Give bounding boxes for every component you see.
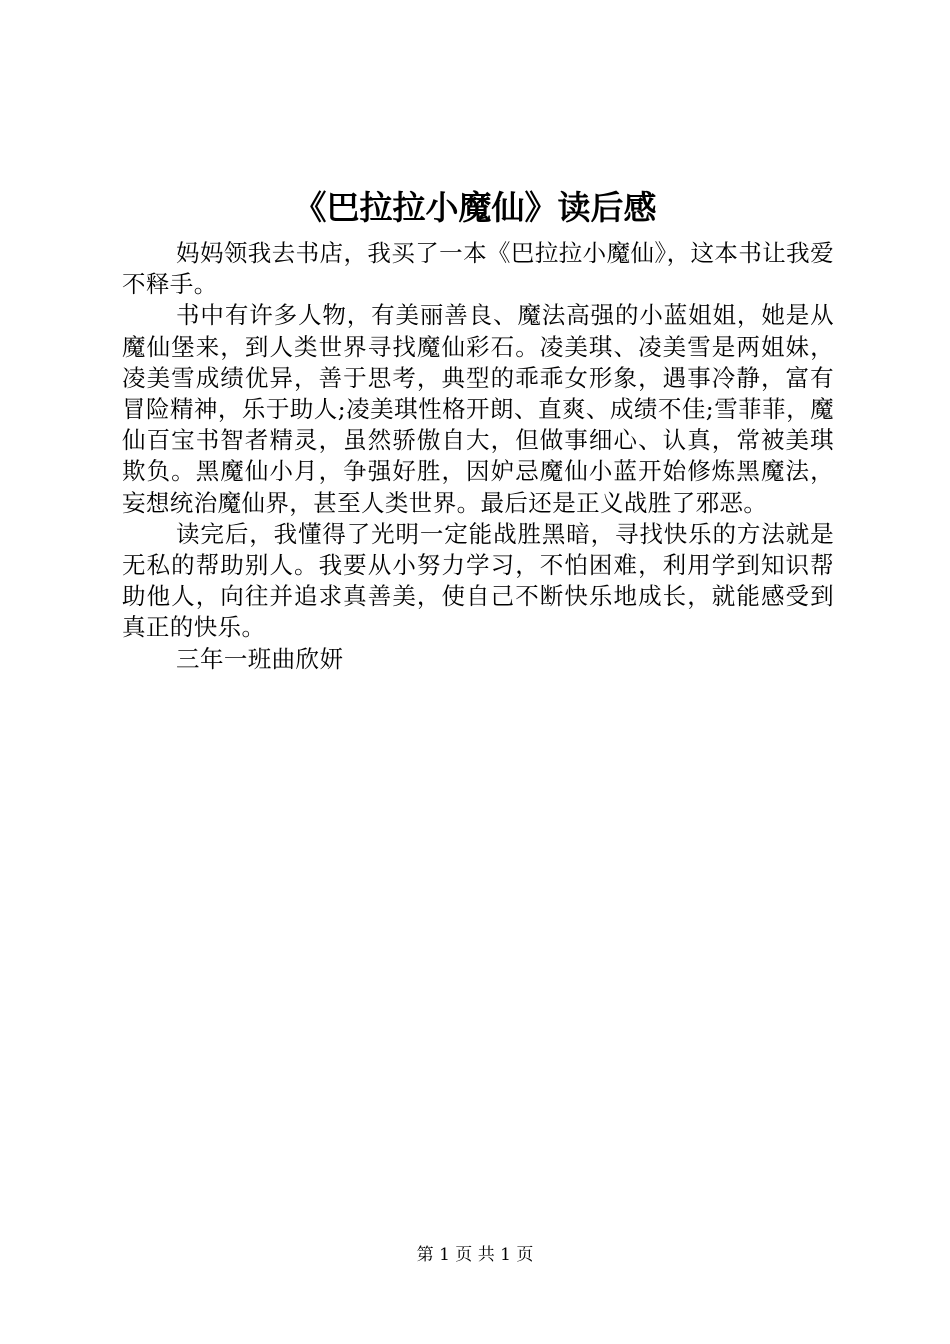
author-signature: 三年一班曲欣妍 <box>176 644 344 673</box>
document-title: 《巴拉拉小魔仙》读后感 <box>293 188 657 227</box>
paragraph-reflection: 读完后，我懂得了光明一定能战胜黑暗，寻找快乐的方法就是无私的帮助别人。我要从小努力学习，不怕困难，利用学到知识帮助他人，向往并追求真善美，使自己不断快乐地成长，就能感受到真正的快乐。 <box>122 519 834 642</box>
paragraph-intro: 妈妈领我去书店，我买了一本《巴拉拉小魔仙》，这本书让我爱不释手。 <box>122 239 834 299</box>
paragraph-characters: 书中有许多人物，有美丽善良、魔法高强的小蓝姐姐，她是从魔仙堡来，到人类世界寻找魔仙彩石。凌美琪、凌美雪是两姐妹，凌美雪成绩优异，善于思考，典型的乖乖女形象，遇事冷静，富有冒险精神，乐于助人;凌美琪性格开朗、直爽、成绩不佳;雪菲菲，魔仙百宝书智者精灵，虽然骄傲自大，但做事细心、认真，常被美琪欺负。黑魔仙小月，争强好胜，因妒忌魔仙小蓝开始修炼黑魔法，妄想统治魔仙界，甚至人类世界。最后还是正义战胜了邪恶。 <box>122 301 834 517</box>
document-body <box>122 238 834 675</box>
page-footer: 第 1 页 共 1 页 <box>416 1245 534 1265</box>
